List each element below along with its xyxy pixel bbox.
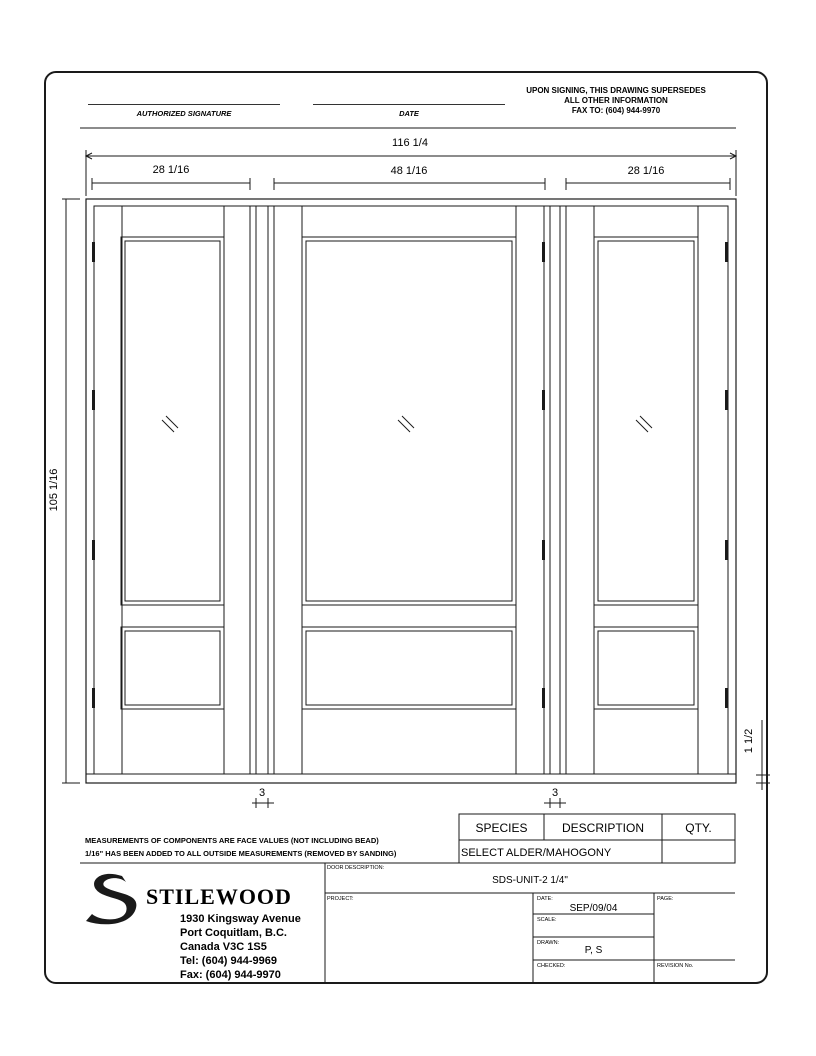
page-label: PAGE: (657, 896, 674, 902)
measurement-note-1: MEASUREMENTS OF COMPONENTS ARE FACE VALUES (NOT INCLUDING BEAD) (85, 836, 379, 845)
date-cell-label: DATE: (537, 896, 553, 902)
center-door-dimension: 48 1/16 (390, 165, 428, 177)
date-label: DATE (399, 109, 419, 118)
address-line: Fax: (604) 944-9970 (180, 969, 281, 981)
signature-line (88, 104, 280, 105)
measurement-note-2: 1/16" HAS BEEN ADDED TO ALL OUTSIDE MEASUREMENTS (REMOVED BY SANDING) (85, 849, 397, 858)
date-value: SEP/09/04 (569, 903, 618, 914)
company-name: STILEWOOD (146, 884, 292, 909)
notice-line-1: UPON SIGNING, THIS DRAWING SUPERSEDES (526, 86, 706, 95)
address-line: Port Coquitlam, B.C. (180, 927, 287, 939)
checked-label: CHECKED: (537, 963, 566, 969)
drawn-value: P, S (584, 945, 603, 956)
revision-label: REVISION No. (657, 963, 694, 969)
address-line: Canada V3C 1S5 (180, 941, 267, 953)
overall-width-dimension: 116 1/4 (392, 137, 428, 149)
address-line: 1930 Kingsway Avenue (180, 913, 301, 925)
description-header: DESCRIPTION (561, 821, 644, 835)
sill-dimension: 1 1/2 (743, 728, 755, 754)
species-header: SPECIES (475, 821, 528, 835)
right-sidelite-dimension: 28 1/16 (627, 165, 665, 177)
supersedes-notice (500, 86, 732, 116)
door-description-label: DOOR DESCRIPTION: (327, 865, 385, 871)
right-mullion-dimension: 3 (551, 787, 559, 799)
door-description-value: SDS-UNIT-2 1/4" (492, 875, 568, 886)
left-sidelite-dimension: 28 1/16 (152, 164, 190, 176)
notice-line-2: ALL OTHER INFORMATION (564, 96, 668, 105)
notice-line-3: FAX TO: (604) 944-9970 (571, 106, 661, 115)
height-dimension: 105 1/16 (48, 468, 60, 512)
left-mullion-dimension: 3 (258, 787, 266, 799)
stilewood-logo (86, 874, 136, 924)
signature-label: AUTHORIZED SIGNATURE (136, 109, 232, 118)
scale-label: SCALE: (537, 917, 557, 923)
species-value: SELECT ALDER/MAHOGONY (461, 847, 612, 859)
qty-header: QTY. (685, 821, 712, 835)
drawn-label: DRAWN: (537, 940, 560, 946)
project-label: PROJECT: (327, 896, 354, 902)
address-line: Tel: (604) 944-9969 (180, 955, 278, 967)
company-address (180, 912, 301, 982)
date-line (313, 104, 505, 105)
